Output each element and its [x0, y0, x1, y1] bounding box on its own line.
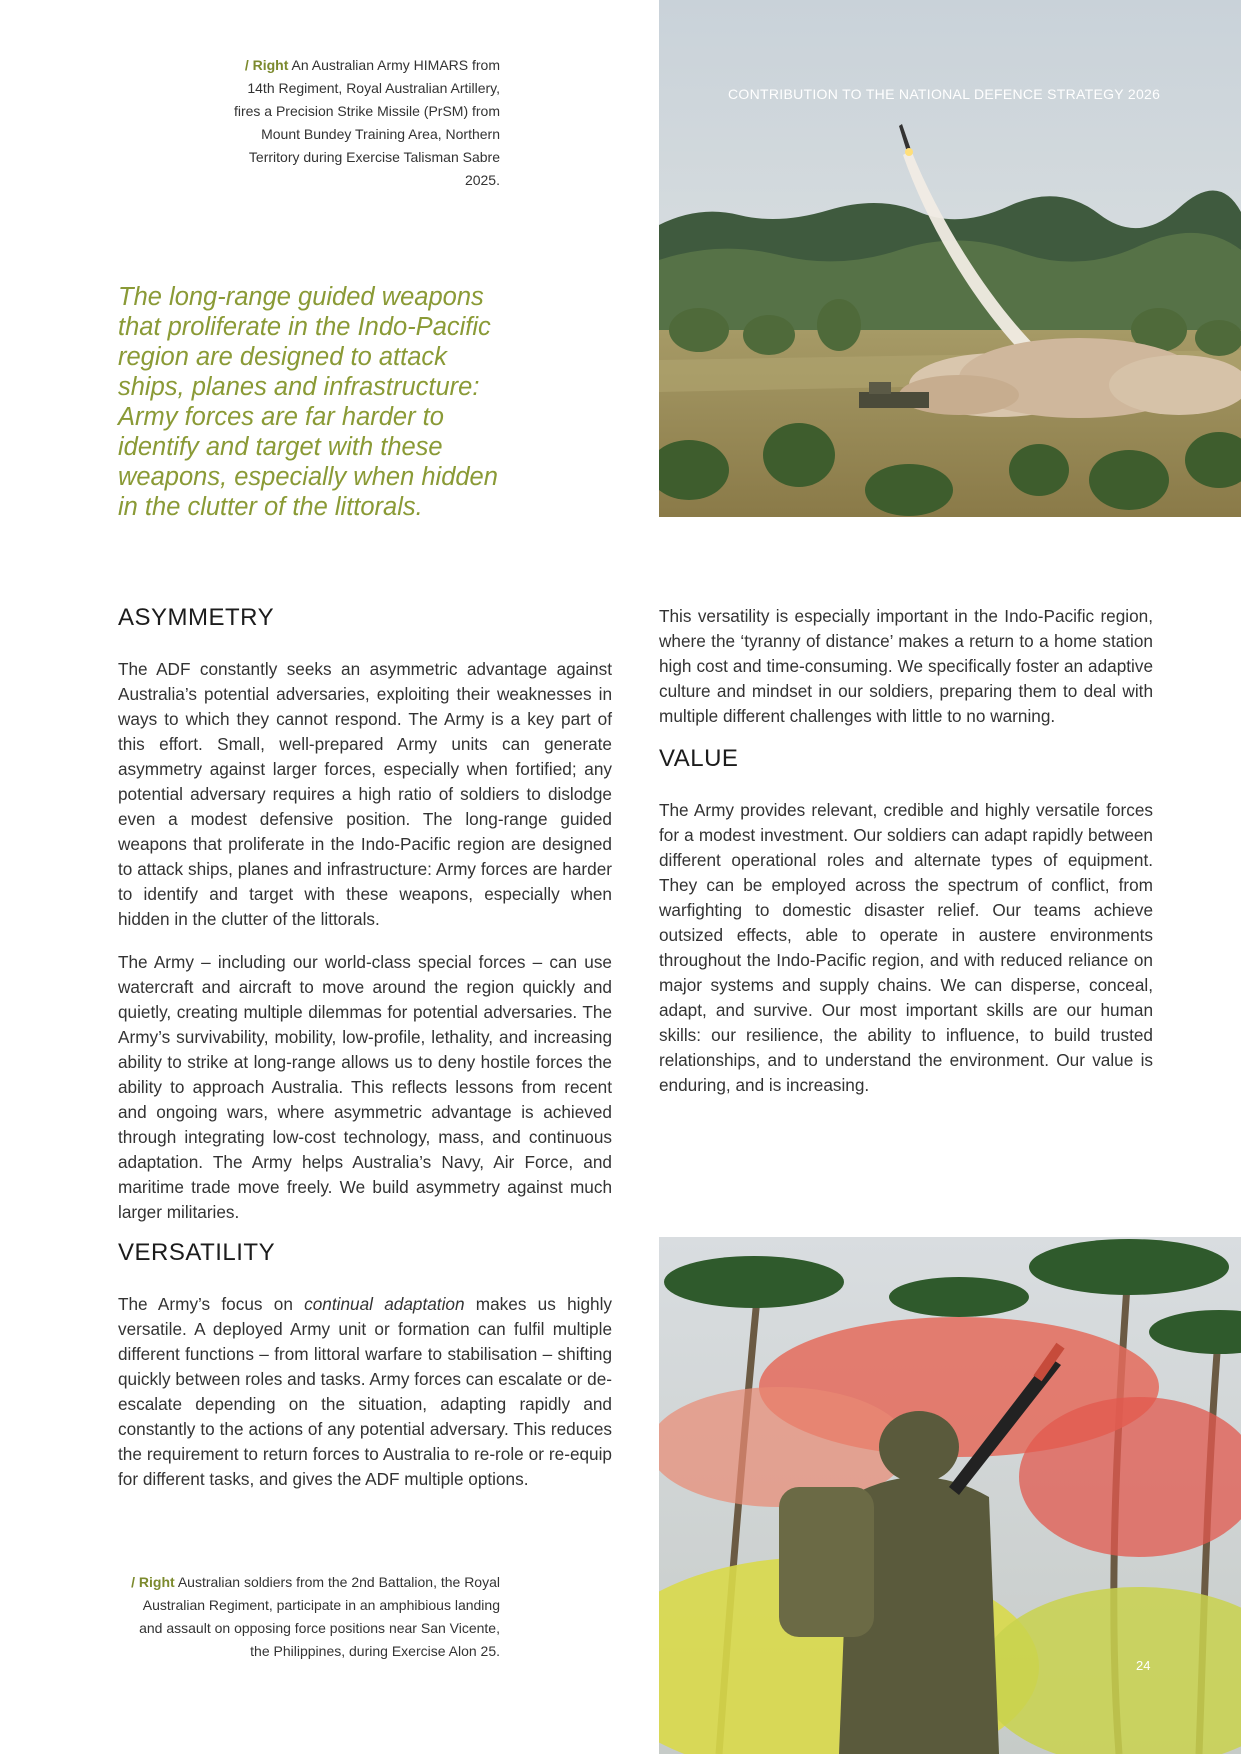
versatility-text-post: makes us highly versatile. A deployed Army unit or formation can fulfil multiple different functions – from littoral warfare to stabilisation – shifting quickly between roles and tasks. Army forces can escalate or de-escalate depending on the situation, adapting rapidly and constantly to the actions of any potential adversary. This reduces the requirement to return forces to Australia to re-role or re-equip for different tasks, and gives the ADF multiple options. — [118, 1294, 613, 1489]
section-heading-value: VALUE — [659, 745, 739, 772]
running-header: CONTRIBUTION TO THE NATIONAL DEFENCE STRATEGY 2026 — [728, 86, 1161, 102]
versatility-text-pre: The Army’s focus on — [118, 1294, 305, 1314]
section-heading-asymmetry: ASYMMETRY — [118, 604, 275, 631]
soldier-smoke-illustration — [659, 1237, 1241, 1754]
section-heading-versatility: VERSATILITY — [118, 1239, 276, 1266]
asymmetry-paragraph-2: The Army – including our world-class special forces – can use watercraft and aircraft to move around the region quickly and quietly, creating multiple dilemmas for potential adversaries. The Army’s survivability, mobility, low-profile, lethality, and increasing ability to strike at long-range allows us to deny hostile forces the ability to approach Australia. This reflects lessons from recent and ongoing wars, where asymmetric advantage is achieved through integrating low-cost technology, mass, and continuous adaptation. The Army helps Australia’s Navy, Air Force, and maritime trade move freely. We build asymmetry against much larger militaries. — [118, 952, 612, 1222]
himars-launch-illustration — [659, 0, 1241, 517]
versatility-paragraph-1 — [118, 1292, 612, 1492]
caption-tag: / Right — [244, 57, 289, 73]
caption-tag: / Right — [131, 1574, 175, 1590]
photo-caption-top — [232, 54, 500, 192]
asymmetry-paragraph-1: The ADF constantly seeks an asymmetric advantage against Australia’s potential adversaries, exploiting their weaknesses in ways to which they cannot respond. The Army is a key part of this effort. Small, well-prepared Army units can generate asymmetry against larger forces, especially when fortified; any potential adversary requires a high ratio of soldiers to dislodge even a modest defensive position. The long-range guided weapons that proliferate in the Indo-Pacific region are designed to attack ships, planes and infrastructure: Army forces are harder to identify and target with these weapons, especially when hidden in the clutter of the littorals. — [118, 659, 612, 929]
page-number: 24 — [1136, 1658, 1151, 1673]
value-paragraph-1: The Army provides relevant, credible and highly versatile forces for a modest investment. Our soldiers can adapt rapidly between different operational roles and alternate types of equipment. They can be employed across the spectrum of conflict, from warfighting to domestic disaster relief. Our teams achieve outsized effects, able to operate in austere environments throughout the Indo-Pacific region, and with reduced reliance on major systems and supply chains. We can disperse, conceal, adapt, and survive. Our most important skills are our human skills: our resilience, the ability to influence, to build trusted relationships, and to understand the environment. Our value is enduring, and is increasing. — [659, 800, 1153, 1095]
pull-quote: The long-range guided weapons that proliferate in the Indo-Pacific region are designed to attack ships, planes and infrastructure: Army forces are far harder to identify and target with these weapons, especially when hidden in the clutter of the littorals. — [118, 283, 498, 521]
left-column — [118, 604, 612, 1492]
caption-text: Australian soldiers from the 2nd Battalion, the Royal Australian Regiment, participate in an amphibious landing and assault on opposing force positions near San Vicente, the Philippines, during Exercise Alon 25. — [139, 1574, 500, 1659]
himars-launch-photo — [659, 0, 1241, 517]
versatility-continued-paragraph: This versatility is especially important in the Indo-Pacific region, where the ‘tyranny of distance’ makes a return to a home station high cost and time-consuming. We specifically foster an adaptive culture and mindset in our soldiers, preparing them to deal with multiple different challenges with little to no warning. — [659, 606, 1153, 726]
versatility-text-emphasis: continual adaptation — [304, 1294, 465, 1314]
photo-caption-bottom — [118, 1571, 500, 1663]
right-column — [659, 604, 1153, 1098]
soldier-smoke-photo — [659, 1237, 1241, 1754]
caption-text: An Australian Army HIMARS from 14th Regiment, Royal Australian Artillery, fires a Precision Strike Missile (PrSM) from Mount Bundey Training Area, Northern Territory during Exercise Talisman Sabre 2025. — [233, 57, 500, 188]
